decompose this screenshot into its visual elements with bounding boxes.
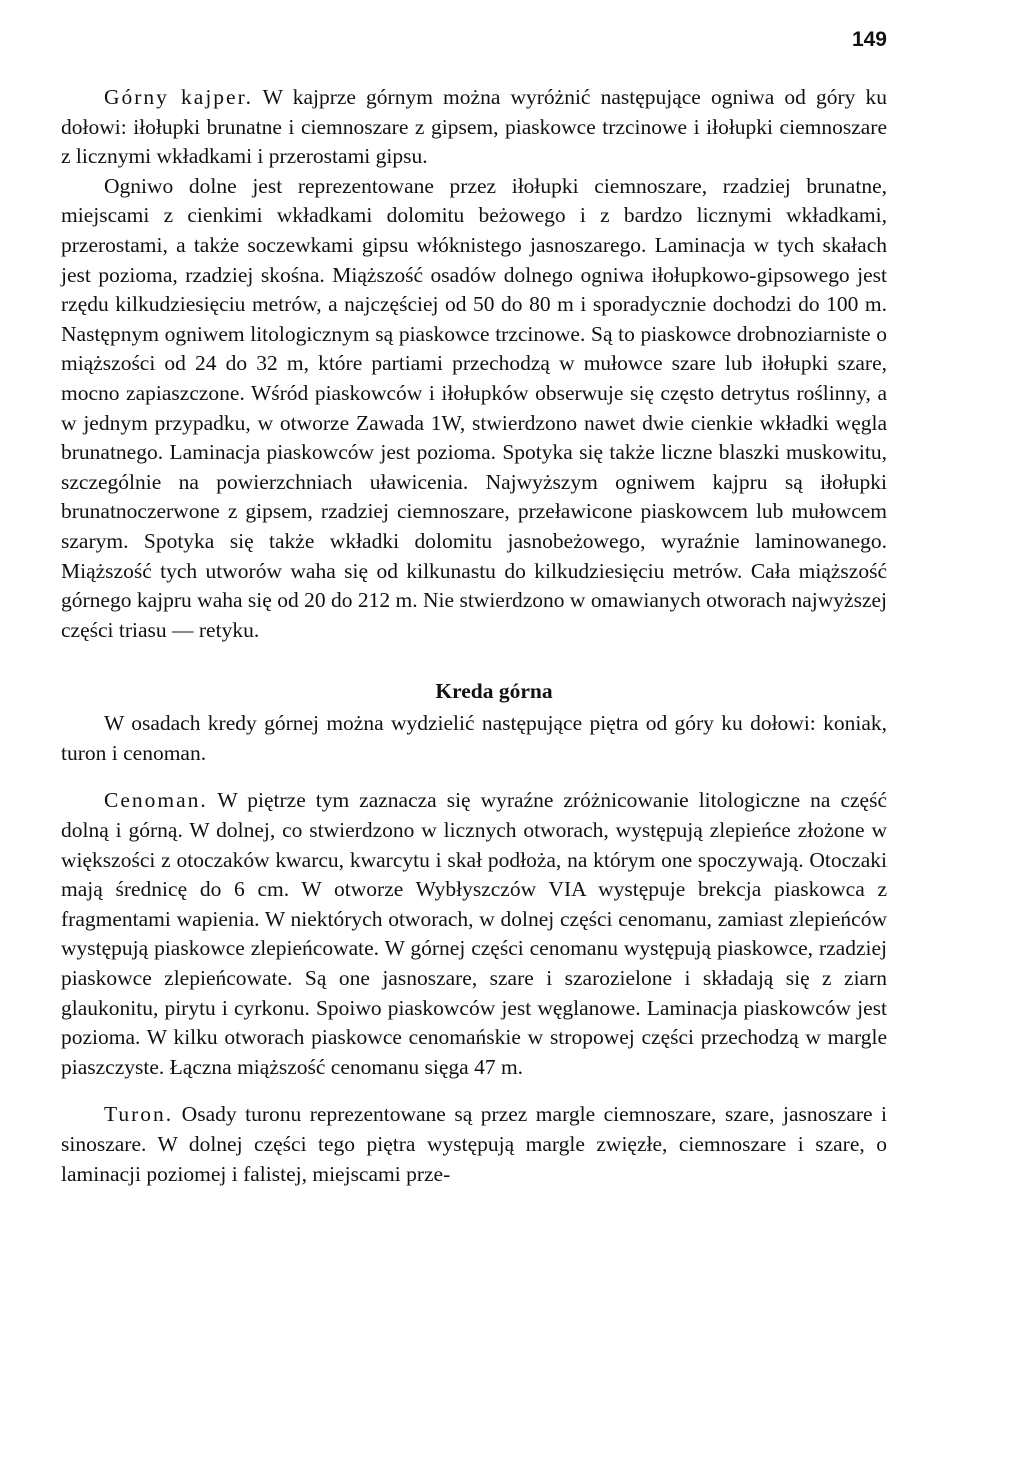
paragraph-cenoman <box>61 786 887 1082</box>
section-heading-kreda-gorna: Kreda górna <box>435 679 553 704</box>
page-number: 149 <box>851 28 887 51</box>
paragraph-gorny-kajper <box>61 83 887 172</box>
paragraph-turon <box>61 1100 887 1189</box>
paragraph-text: W piętrze tym zaznacza się wyraźne zróżnicowanie litologiczne na część dolną i górną. W dolnej, co stwierdzono w licznych otworach, występują zlepieńce złożone w większości z otoczaków kwarcu, kwarcytu i skał podłoża, na którym one spoczywają. Otoczaki mają średnicę do 6 cm. W otworze Wybłyszczów VIA występuje brekcja piaskowca z fragmentami wapienia. W niektórych otworach, w dolnej części cenomanu, zamiast zlepieńców występują piaskowce zlepieńcowate. W górnej części cenomanu występują piaskowce, rzadziej piaskowce zlepieńcowate. Są one jasnoszare, szare i szarozielone i składają się z ziarn glaukonitu, pirytu i cyrkonu. Spoiwo piaskowców jest węglanowe. Laminacja piaskowców jest pozioma. W kilku otworach piaskowce cenomańskie w stropowej części przechodzą w margle piaszczyste. Łączna miąższość cenomanu sięga 47 m. <box>61 788 887 1079</box>
paragraph-text: Osady turonu reprezentowane są przez margle ciemnoszare, szare, jasnoszare i sinoszare. W dolnej części tego piętra występują margle zwięzłe, ciemnoszare i szare, o laminacji poziomej i falistej, miejscami prze- <box>61 1102 887 1186</box>
paragraph-gap <box>61 1082 887 1100</box>
paragraph-lead-cenoman: Cenoman. <box>104 788 208 813</box>
paragraph-gap <box>61 768 887 786</box>
paragraph-text: W kajprze górnym można wyróżnić następujące ogniwa od góry ku dołowi: iłołupki brunatne i ciemnoszare z gipsem, piaskowce trzcinowe i iłołupki ciemnoszare z licznymi wkładkami i przerostami gipsu. <box>61 85 887 169</box>
paragraph-ogniwo-dolne: Ogniwo dolne jest reprezentowane przez iłołupki ciemnoszare, rzadziej brunatne, miejscami z cienkimi wkładkami dolomitu beżowego i z bardzo licznymi wkładkami, przerostami, a także soczewkami gipsu włóknistego jasnoszarego. Laminacja w tych skałach jest pozioma, rzadziej skośna. Miąższość osadów dolnego ogniwa iłołupkowo-gipsowego jest rzędu kilkudziesięciu metrów, a najczęściej od 50 do 80 m i sporadycznie dochodzi do 100 m. Następnym ogniwem litologicznym są piaskowce trzcinowe. Są to piaskowce drobnoziarniste o miąższości od 24 do 32 m, które partiami przechodzą w mułowce szare lub iłołupki szare, mocno zapiaszczone. Wśród piaskowców i iłołupków obserwuje się często detrytus roślinny, a w jednym przypadku, w otworze Zawada 1W, stwierdzono nawet dwie cienkie wkładki węgla brunatnego. Laminacja piaskowców jest pozioma. Spotyka się także liczne blaszki muskowitu, szczególnie na powierzchniach uławicenia. Najwyższym ogniwem kajpru są iłołupki brunatnoczerwone z gipsem, rzadziej ciemnoszare, przeławicone piaskowcem lub mułowcem szarym. Spotyka się także wkładki dolomitu jasnobeżowego, wyraźnie laminowanego. Miąższość tych utworów waha się od kilkunastu do kilkudziesięciu metrów. Cała miąższość górnego kajpru waha się od 20 do 212 m. Nie stwierdzono w omawianych otworach najwyższej części triasu — retyku. <box>61 173 887 642</box>
paragraph-kreda-intro: W osadach kredy górnej można wydzielić następujące piętra od góry ku dołowi: koniak, turon i cenoman. <box>61 711 887 765</box>
body-text <box>61 83 887 1189</box>
paragraph-lead-turon: Turon. <box>104 1102 174 1127</box>
paragraph-lead-gorny-kajper: Górny kajper. <box>104 85 253 109</box>
